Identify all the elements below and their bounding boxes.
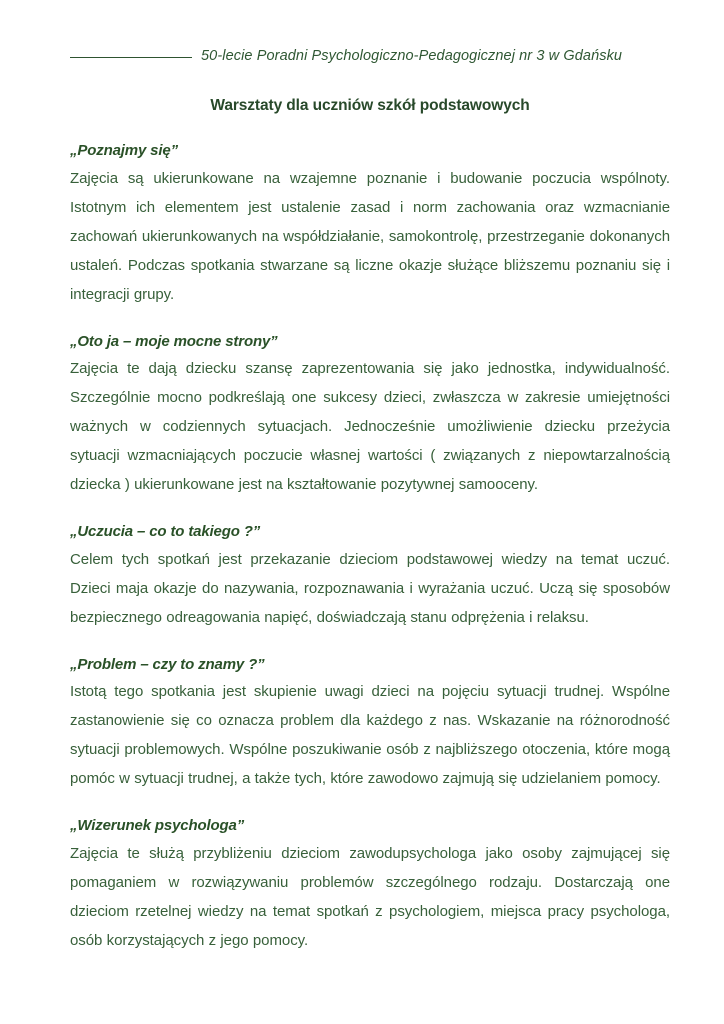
- section-heading: „Uczucia – co to takiego ?”: [70, 523, 261, 540]
- section-wizerunek-psychologa: [70, 815, 670, 955]
- document-body: [70, 140, 670, 955]
- page-title: Warsztaty dla uczniów szkół podstawowych: [210, 97, 530, 114]
- section-uczucia-co-to-takiego: [70, 521, 670, 632]
- header-title: 50-lecie Poradni Psychologiczno-Pedagogicznej nr 3 w Gdańsku: [201, 48, 623, 64]
- section-paragraph: Zajęcia te dają dziecku szansę zaprezentowania się jako jednostka, indywidualność. Szczególnie mocno podkreślają one sukcesy dzieci, zwłaszcza w zakresie umiejętności ważnych w codziennych sytuacjach. Jednocześnie umożliwienie dziecku przeżycia sytuacji wzmacniających poczucie własnej wartości ( związanych z niepowtarzalnością dziecka ) ukierunkowane jest na kształtowanie pozytywnej samooceny.: [70, 360, 670, 493]
- section-paragraph: Zajęcia są ukierunkowane na wzajemne poznanie i budowanie poczucia wspólnoty. Istotnym ich elementem jest ustalenie zasad i norm zachowania oraz wzmacnianie zachowań ukierunkowanych na współdziałanie, samokontrolę, przestrzeganie dokonanych ustaleń. Podczas spotkania stwarzane są liczne okazje służące bliższemu poznaniu się i integracji grupy.: [70, 169, 670, 303]
- header-rule-icon: [70, 57, 192, 58]
- section-problem-czy-to-znamy: [70, 654, 670, 794]
- section-heading: „Poznajmy się”: [70, 142, 178, 159]
- section-paragraph: Istotą tego spotkania jest skupienie uwagi dzieci na pojęciu sytuacji trudnej. Wspólne zastanowienie się co oznacza problem dla każdego z nas. Wskazanie na różnorodność sytuacji problemowych. Wspólne poszukiwanie osób z najbliższego otoczenia, które mogą pomóc w sytuacji trudnej, a także tych, które zawodowo zajmują się udzielaniem pomocy.: [70, 683, 670, 787]
- section-poznajmy-sie: [70, 140, 670, 309]
- section-paragraph: Zajęcia te służą przybliżeniu dzieciom zawodupsychologa jako osoby zajmującej się pomaganiem w rozwiązywaniu problemów szczególnego rodzaju. Dostarczają one dzieciom rzetelnej wiedzy na temat spotkań z psychologiem, miejsca pracy psychologa, osób korzystających z jego pomocy.: [70, 844, 670, 949]
- page-header: [70, 48, 656, 65]
- section-heading: „Wizerunek psychologa”: [70, 817, 245, 834]
- section-paragraph: Celem tych spotkań jest przekazanie dzieciom podstawowej wiedzy na temat uczuć. Dzieci maja okazje do nazywania, rozpoznawania i wyrażania uczuć. Uczą się sposobów bezpiecznego odreagowania napięć, doświadczają stanu odprężenia i relaksu.: [70, 550, 670, 626]
- section-oto-ja-moje-mocne-strony: [70, 331, 670, 500]
- section-heading: „Oto ja – moje mocne strony”: [70, 332, 278, 350]
- section-heading: „Problem – czy to znamy ?”: [70, 655, 265, 673]
